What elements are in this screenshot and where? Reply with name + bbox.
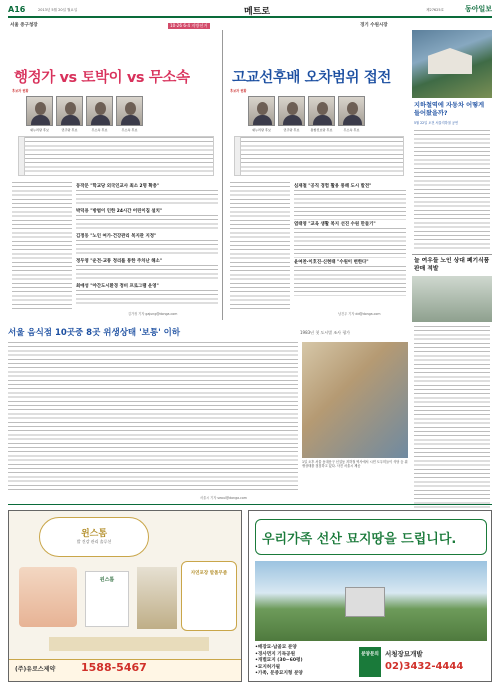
- right-body-col1: [230, 182, 290, 312]
- left-candidate: [116, 96, 143, 132]
- right-headline-1: 지하철역에 자동차 어떻게 들어왔을까?: [414, 102, 485, 117]
- left-region-label: 서울 중구청장: [10, 23, 38, 28]
- candidate-photo: [86, 96, 113, 126]
- ad-left-company: (주)유로스제약: [15, 666, 56, 673]
- cemetery-ad: [248, 510, 492, 682]
- pledge-subheadline: 윤여찬·이호진·신현태 "수원이 변한다": [294, 260, 369, 265]
- ad-left-bubble: [39, 517, 149, 557]
- candidate-photo: [116, 96, 143, 126]
- page-header: [8, 4, 492, 18]
- page-number: A16: [8, 5, 26, 14]
- left-body-col1: [12, 182, 72, 312]
- candidate-photo: [248, 96, 275, 126]
- pledge-body: [76, 215, 218, 232]
- cemetery-photo: [255, 561, 487, 641]
- ad-left-tagline: 발 건강 관리 솔루션: [76, 539, 112, 544]
- food-seizure-photo: [412, 276, 492, 322]
- candidate-name: 민주당 후보: [283, 128, 300, 132]
- pledge-body: [294, 266, 406, 296]
- candidate-name: 새누리당 후보: [252, 128, 271, 132]
- right-region-label: 경기 수원시장: [360, 23, 388, 28]
- foot-photo: [19, 567, 77, 627]
- food-photo-caption: 1일 오후 서울 동대문구 신설동 지하철 역사에서 시민 도우미들이 식당 등 위생상태를 점검하고 있다. 사진 서울시 제공: [302, 460, 408, 469]
- left-row-label: 후보자 현황: [12, 89, 29, 93]
- candidate-photo: [338, 96, 365, 126]
- ad-right-items: [255, 645, 355, 681]
- section-title: 메트로: [244, 7, 271, 17]
- right-candidate-list: [248, 96, 365, 132]
- candidate-name: 무소속 후보: [91, 128, 108, 132]
- candidate-name: 통합진보당 후보: [310, 128, 333, 132]
- ad-right-item: •경사면지 기독공원: [255, 651, 296, 657]
- right-candidate: [338, 96, 365, 132]
- issue-number: 제27625호: [426, 8, 444, 12]
- pledge-body: [76, 190, 218, 207]
- candidate-photo: [278, 96, 305, 126]
- candidate-name: 민주당 후보: [61, 128, 78, 132]
- pledge-subheadline: 심재철 "공직 경험 활용 통해 도시 발전": [294, 184, 372, 189]
- ad-right-item: •묘지허가필: [255, 664, 281, 670]
- food-byline: 서울시 기자 seoul@donga.com: [200, 496, 247, 500]
- ad-right-item: •매장묘·납골묘 분양: [255, 645, 297, 650]
- right-column: [412, 22, 492, 422]
- candidate-photo: [308, 96, 335, 126]
- left-candidate: [56, 96, 83, 132]
- right-pledge-table: [234, 136, 404, 176]
- issue-date: 2013년 5월 20일 월요일: [38, 8, 78, 12]
- ad-right-item: •가족, 문중묘지형 분양: [255, 671, 303, 677]
- right-byline: 남건우 기자 dd@donga.com: [338, 312, 381, 316]
- right-date-line: 5월 22일 오전 서울지하철 공연: [414, 121, 459, 125]
- candidate-photo: [56, 96, 83, 126]
- pledge-body: [294, 190, 406, 220]
- pledge-subheadline: 김정동 "노인 여가·건강관리 복지관 지정": [76, 234, 157, 239]
- food-subheadline: 1983년 첫 도시별 조사 평가: [300, 330, 351, 335]
- left-pledge-table: [18, 136, 214, 176]
- right-candidate: [278, 96, 305, 132]
- ad-left-phone: 1588-5467: [81, 661, 147, 674]
- right-candidate: [308, 96, 335, 132]
- ad-left-product-a: 자연포장 발톱무좀: [190, 571, 228, 576]
- right-headline-2: 늘 여우들 노인 상대 폐기식품 판매 적발: [414, 258, 490, 272]
- product-bottle-a: [137, 567, 177, 629]
- food-body: [8, 342, 298, 492]
- ad-left-band: [49, 637, 209, 651]
- pledge-subheadline: 정두영 "운전·교통 정리를 통한 주차난 해소": [76, 259, 162, 264]
- left-headline: 행정가 vs 토박이 vs 무소속: [14, 70, 190, 86]
- candidate-photo: [26, 96, 53, 126]
- left-candidate: [26, 96, 53, 132]
- ad-left-brand-box: 윈스톰: [99, 577, 115, 583]
- ad-right-company: 서청장묘개발: [385, 650, 423, 658]
- election-tag: 10·26 6·4 지방선거: [170, 23, 208, 28]
- ad-left-brand-top: 윈스톰: [80, 529, 108, 539]
- subway-car-photo: [412, 30, 492, 98]
- ad-right-phone: 02)3432-4444: [385, 661, 464, 672]
- pledge-subheadline: 염태영 "교육 생활 복지 선진 수원 만들기": [294, 222, 376, 227]
- right-body-2: [414, 326, 490, 512]
- election-article: [8, 22, 408, 322]
- ad-right-item: •개별묘지 (30~60평): [255, 658, 303, 664]
- food-inspection-photo: [302, 342, 408, 458]
- column-divider: [222, 30, 223, 320]
- right-points: [294, 182, 406, 312]
- pledge-body: [76, 290, 218, 307]
- food-headline: 서울 음식점 10곳중 8곳 위생상태 '보통' 이하: [8, 328, 181, 338]
- ad-divider: [8, 504, 492, 505]
- pledge-body: [294, 228, 406, 258]
- left-byline: 김가정 기자 gajung@donga.com: [128, 312, 178, 316]
- left-candidate-list: [26, 96, 143, 132]
- pledge-subheadline: 최애성 "야간도시환경 정비 프로그램 운영": [76, 284, 159, 289]
- pledge-body: [76, 265, 218, 282]
- candidate-name: 무소속 후보: [343, 128, 360, 132]
- ad-right-headline: 우리가족 선산 묘지땅을 드립니다.: [262, 532, 457, 547]
- right-row-label: 후보자 현황: [230, 89, 247, 93]
- tombstone-shape: [345, 587, 385, 617]
- candidate-name: 무소속 후보: [121, 128, 138, 132]
- ad-right-banner: [255, 519, 487, 555]
- newspaper-logo: 동아일보: [464, 5, 492, 13]
- ad-left-footer: [9, 659, 242, 682]
- right-headline: 고교선후배 오차범위 접전: [232, 70, 391, 86]
- ad-left-box: [85, 571, 129, 627]
- right-candidate: [248, 96, 275, 132]
- left-candidate: [86, 96, 113, 132]
- pledge-subheadline: 박덕용 "방범이 인한 24시간 어린이집 설치": [76, 209, 163, 214]
- candidate-name: 새누리당 후보: [30, 128, 49, 132]
- pledge-subheadline: 동작문 "학교당 외국인교사 최소 2명 확충": [76, 184, 160, 189]
- ad-right-side-label: 분양문의: [359, 647, 381, 677]
- pledge-body: [76, 240, 218, 257]
- right-divider: [412, 254, 492, 255]
- right-body-1: [414, 130, 490, 250]
- foot-care-ad: [8, 510, 242, 682]
- left-points: [76, 182, 218, 312]
- product-callout: [181, 561, 237, 631]
